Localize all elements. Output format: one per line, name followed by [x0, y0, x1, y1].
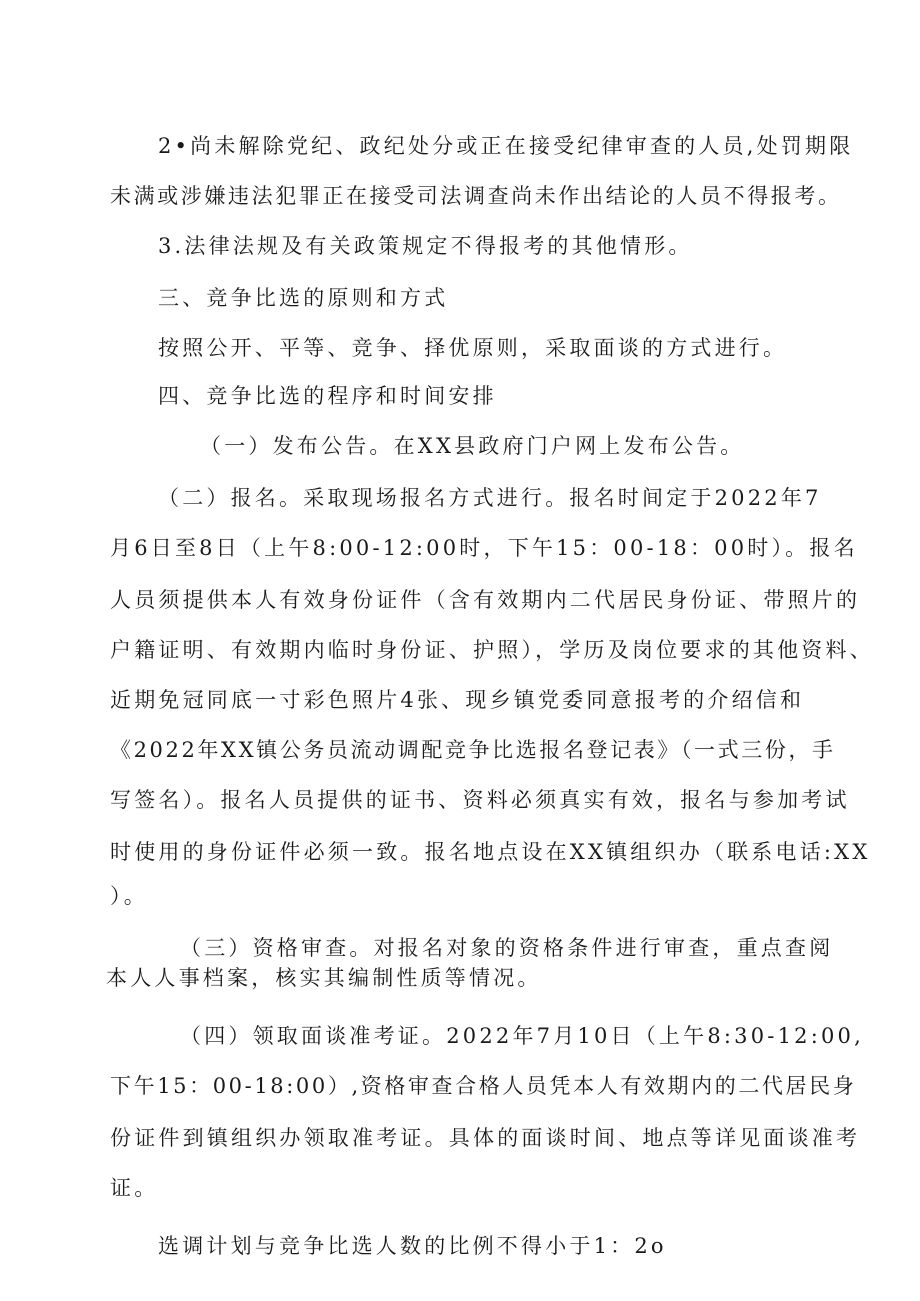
paragraph-line: 月6日至8日（上午8:00-12:00时，下午15：00-18：00时）。报名: [110, 536, 858, 560]
paragraph-line: 份证件到镇组织办领取准考证。具体的面谈时间、地点等详见面谈准考: [110, 1126, 861, 1150]
paragraph-line: 时使用的身份证件必须一致。报名地点设在XX镇组织办（联系电话:XX: [110, 840, 871, 864]
paragraph-line: 近期免冠同底一寸彩色照片4张、现乡镇党委同意报考的介绍信和: [110, 688, 805, 712]
paragraph-line: 3.法律法规及有关政策规定不得报考的其他情形。: [158, 234, 693, 258]
paragraph-line: （四）领取面谈准考证。2022年7月10日（上午8:30-12:00,: [180, 1024, 864, 1048]
section-heading: 四、竞争比选的程序和时间安排: [158, 384, 497, 408]
paragraph-line: 证。: [110, 1176, 159, 1200]
paragraph-line: 人员须提供本人有效身份证件（含有效期内二代居民身份证、带照片的: [110, 588, 861, 612]
paragraph-line: 按照公开、平等、竞争、择优原则，采取面谈的方式进行。: [158, 336, 788, 360]
paragraph-line: （一）发布公告。在XX县政府门户网上发布公告。: [200, 434, 745, 458]
paragraph-line: 本人人事档案，核实其编制性质等情况。: [106, 966, 542, 990]
paragraph-line: 《2022年XX镇公务员流动调配竞争比选报名登记表》（一式三份，手: [110, 738, 836, 762]
paragraph-line: 2•尚未解除党纪、政纪处分或正在接受纪律审查的人员,处罚期限: [158, 134, 854, 158]
paragraph-line: 选调计划与竞争比选人数的比例不得小于1：2o: [158, 1234, 667, 1258]
paragraph-line: （三）资格审查。对报名对象的资格条件进行审查，重点查阅: [180, 936, 834, 960]
paragraph-line: （二）报名。采取现场报名方式进行。报名时间定于2022年7: [158, 486, 822, 510]
paragraph-line: 下午15：00-18:00）,资格审查合格人员凭本人有效期内的二代居民身: [110, 1074, 857, 1098]
paragraph-line: 户籍证明、有效期内临时身份证、护照），学历及岗位要求的其他资料、: [110, 638, 874, 662]
paragraph-line: 未满或涉嫌违法犯罪正在接受司法调查尚未作出结论的人员不得报考。: [110, 184, 842, 208]
paragraph-line: ）。: [110, 884, 148, 908]
paragraph-line: 写签名）。报名人员提供的证书、资料必须真实有效，报名与参加考试: [110, 788, 850, 812]
section-heading: 三、竞争比选的原则和方式: [158, 286, 449, 310]
